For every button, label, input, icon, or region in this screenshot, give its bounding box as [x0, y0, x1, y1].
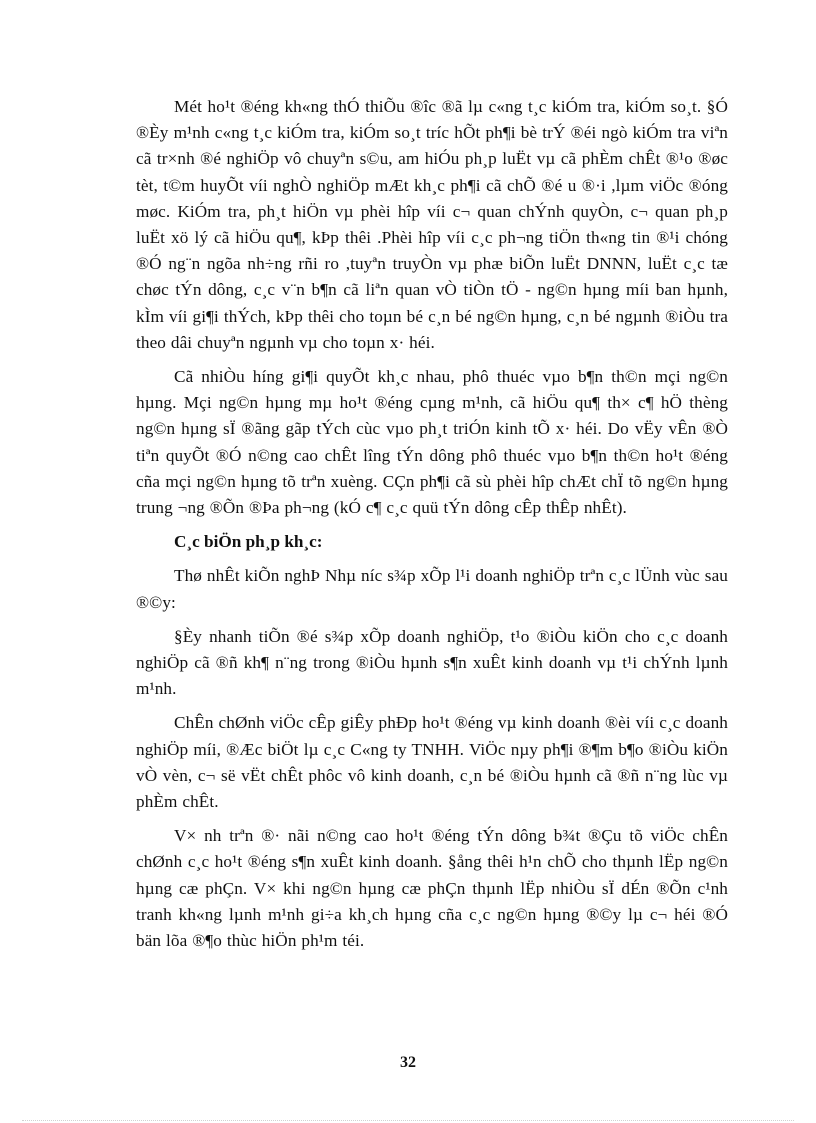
paragraph-solutions: Cã nhiÒu híng gi¶i quyÕt kh¸c nhau, phô thuéc vµo b¶n th©n mçi ng©n hµng. Mçi ng©n hµng mµ ho¹t ®éng cµng m¹nh, cã hiÖu qu¶ th× c¶ hÖ thèng ng©n hµng sÏ ®ãng gãp tÝch cùc vµo ph¸t triÓn kinh tÕ x· héi. Do vËy vÊn ®Ò tiªn quyÕt ®Ó n©ng cao chÊt lîng tÝn dông phô thuéc vµo b¶n th©n ho¹t ®éng cña mçi ng©n hµng tõ trªn xuèng. CÇn ph¶i cã sù phèi hîp chÆt chÏ tõ ng©n hµng trung ¬ng ®Õn ®Þa ph¬ng (kÓ c¶ c¸c quü tÝn dông cÊp thÊp nhÊt).: [136, 367, 728, 518]
page-bottom-divider: [22, 1120, 794, 1121]
document-body: [136, 94, 728, 962]
paragraph-restructuring: §Èy nhanh tiÕn ®é s¾p xÕp doanh nghiÖp, t¹o ®iÒu kiÖn cho c¸c doanh nghiÖp cã ®ñ kh¶ n¨ng trong ®iÒu hµnh s¶n xuÊt kinh doanh vµ t¹i chÝnh lµnh m¹nh.: [136, 626, 728, 699]
section-heading: C¸c biÖn ph¸p kh¸c:: [174, 532, 323, 552]
page-number: 32: [400, 1054, 416, 1071]
paragraph-inspection: Mét ho¹t ®éng kh«ng thÓ thiÕu ®îc ®ã lµ c«ng t¸c kiÓm tra, kiÓm so¸t. §Ó ®Èy m¹nh c«ng t¸c kiÓm tra, kiÓm so¸t tríc hÕt ph¶i bè trÝ ®éi ngò kiÓm tra viªn cã tr×nh ®é nghiÖp vô chuyªn s©u, am hiÓu ph¸p luËt vµ cã phÈm chÊt ®¹o ®øc tèt, t©m huyÕt víi nghÒ nghiÖp mÆt kh¸c ph¶i cã chÕ ®é u ®·i ,lµm viÖc ®óng møc. KiÓm tra, ph¸t hiÖn vµ phèi hîp víi c¬ quan chÝnh quyÒn, c¬ quan ph¸p luËt xö lý cã hiÖu qu¶, kÞp thêi .Phèi hîp víi c¸c ph¬ng tiÖn th«ng tin ®¹i chóng ®Ó ng¨n ngõa nh÷ng rñi ro ,tuyªn truyÒn vµ phæ biÕn luËt DNNN, luËt c¸c tæ chøc tÝn dông, c¸c v¨n b¶n cã liªn quan vÒ tiÒn tÖ - ng©n hµng míi ban hµnh, kÌm víi gi¶i thÝch, kÞp thêi cho toµn bé c¸n bé ng©n hµng, c¸n bé ngµnh ®iÒu tra theo dâi chuyªn ngµnh vµ cho toµn x· héi.: [136, 97, 728, 352]
paragraph-recommendation: Thø nhÊt kiÕn nghÞ Nhµ níc s¾p xÕp l¹i doanh nghiÖp trªn c¸c lÜnh vùc sau ®©y:: [136, 566, 728, 612]
paragraph-banking-limits: V× nh trªn ®· nãi n©ng cao ho¹t ®éng tÝn dông b¾t ®Çu tõ viÖc chÊn chØnh c¸c ho¹t ®éng s¶n xuÊt kinh doanh. §ång thêi h¹n chÕ cho thµnh lËp ng©n hµng cæ phÇn. V× khi ng©n hµng cæ phÇn thµnh lËp nhiÒu sÏ dÉn ®Õn c¹nh tranh kh«ng lµnh m¹nh gi÷a kh¸ch hµng cña c¸c ng©n hµng ®©y lµ c¬ héi ®Ó bän lõa ®¶o thùc hiÖn ph¹m téi.: [136, 826, 728, 951]
paragraph-licensing: ChÊn chØnh viÖc cÊp giÊy phÐp ho¹t ®éng vµ kinh doanh ®èi víi c¸c doanh nghiÖp míi, ®Æc biÖt lµ c¸c C«ng ty TNHH. ViÖc nµy ph¶i ®¶m b¶o ®iÒu kiÖn vÒ vèn, c¬ së vËt chÊt phôc vô kinh doanh, c¸n bé ®iÒu hµnh cã ®ñ n¨ng lùc vµ phÈm chÊt.: [136, 713, 728, 812]
